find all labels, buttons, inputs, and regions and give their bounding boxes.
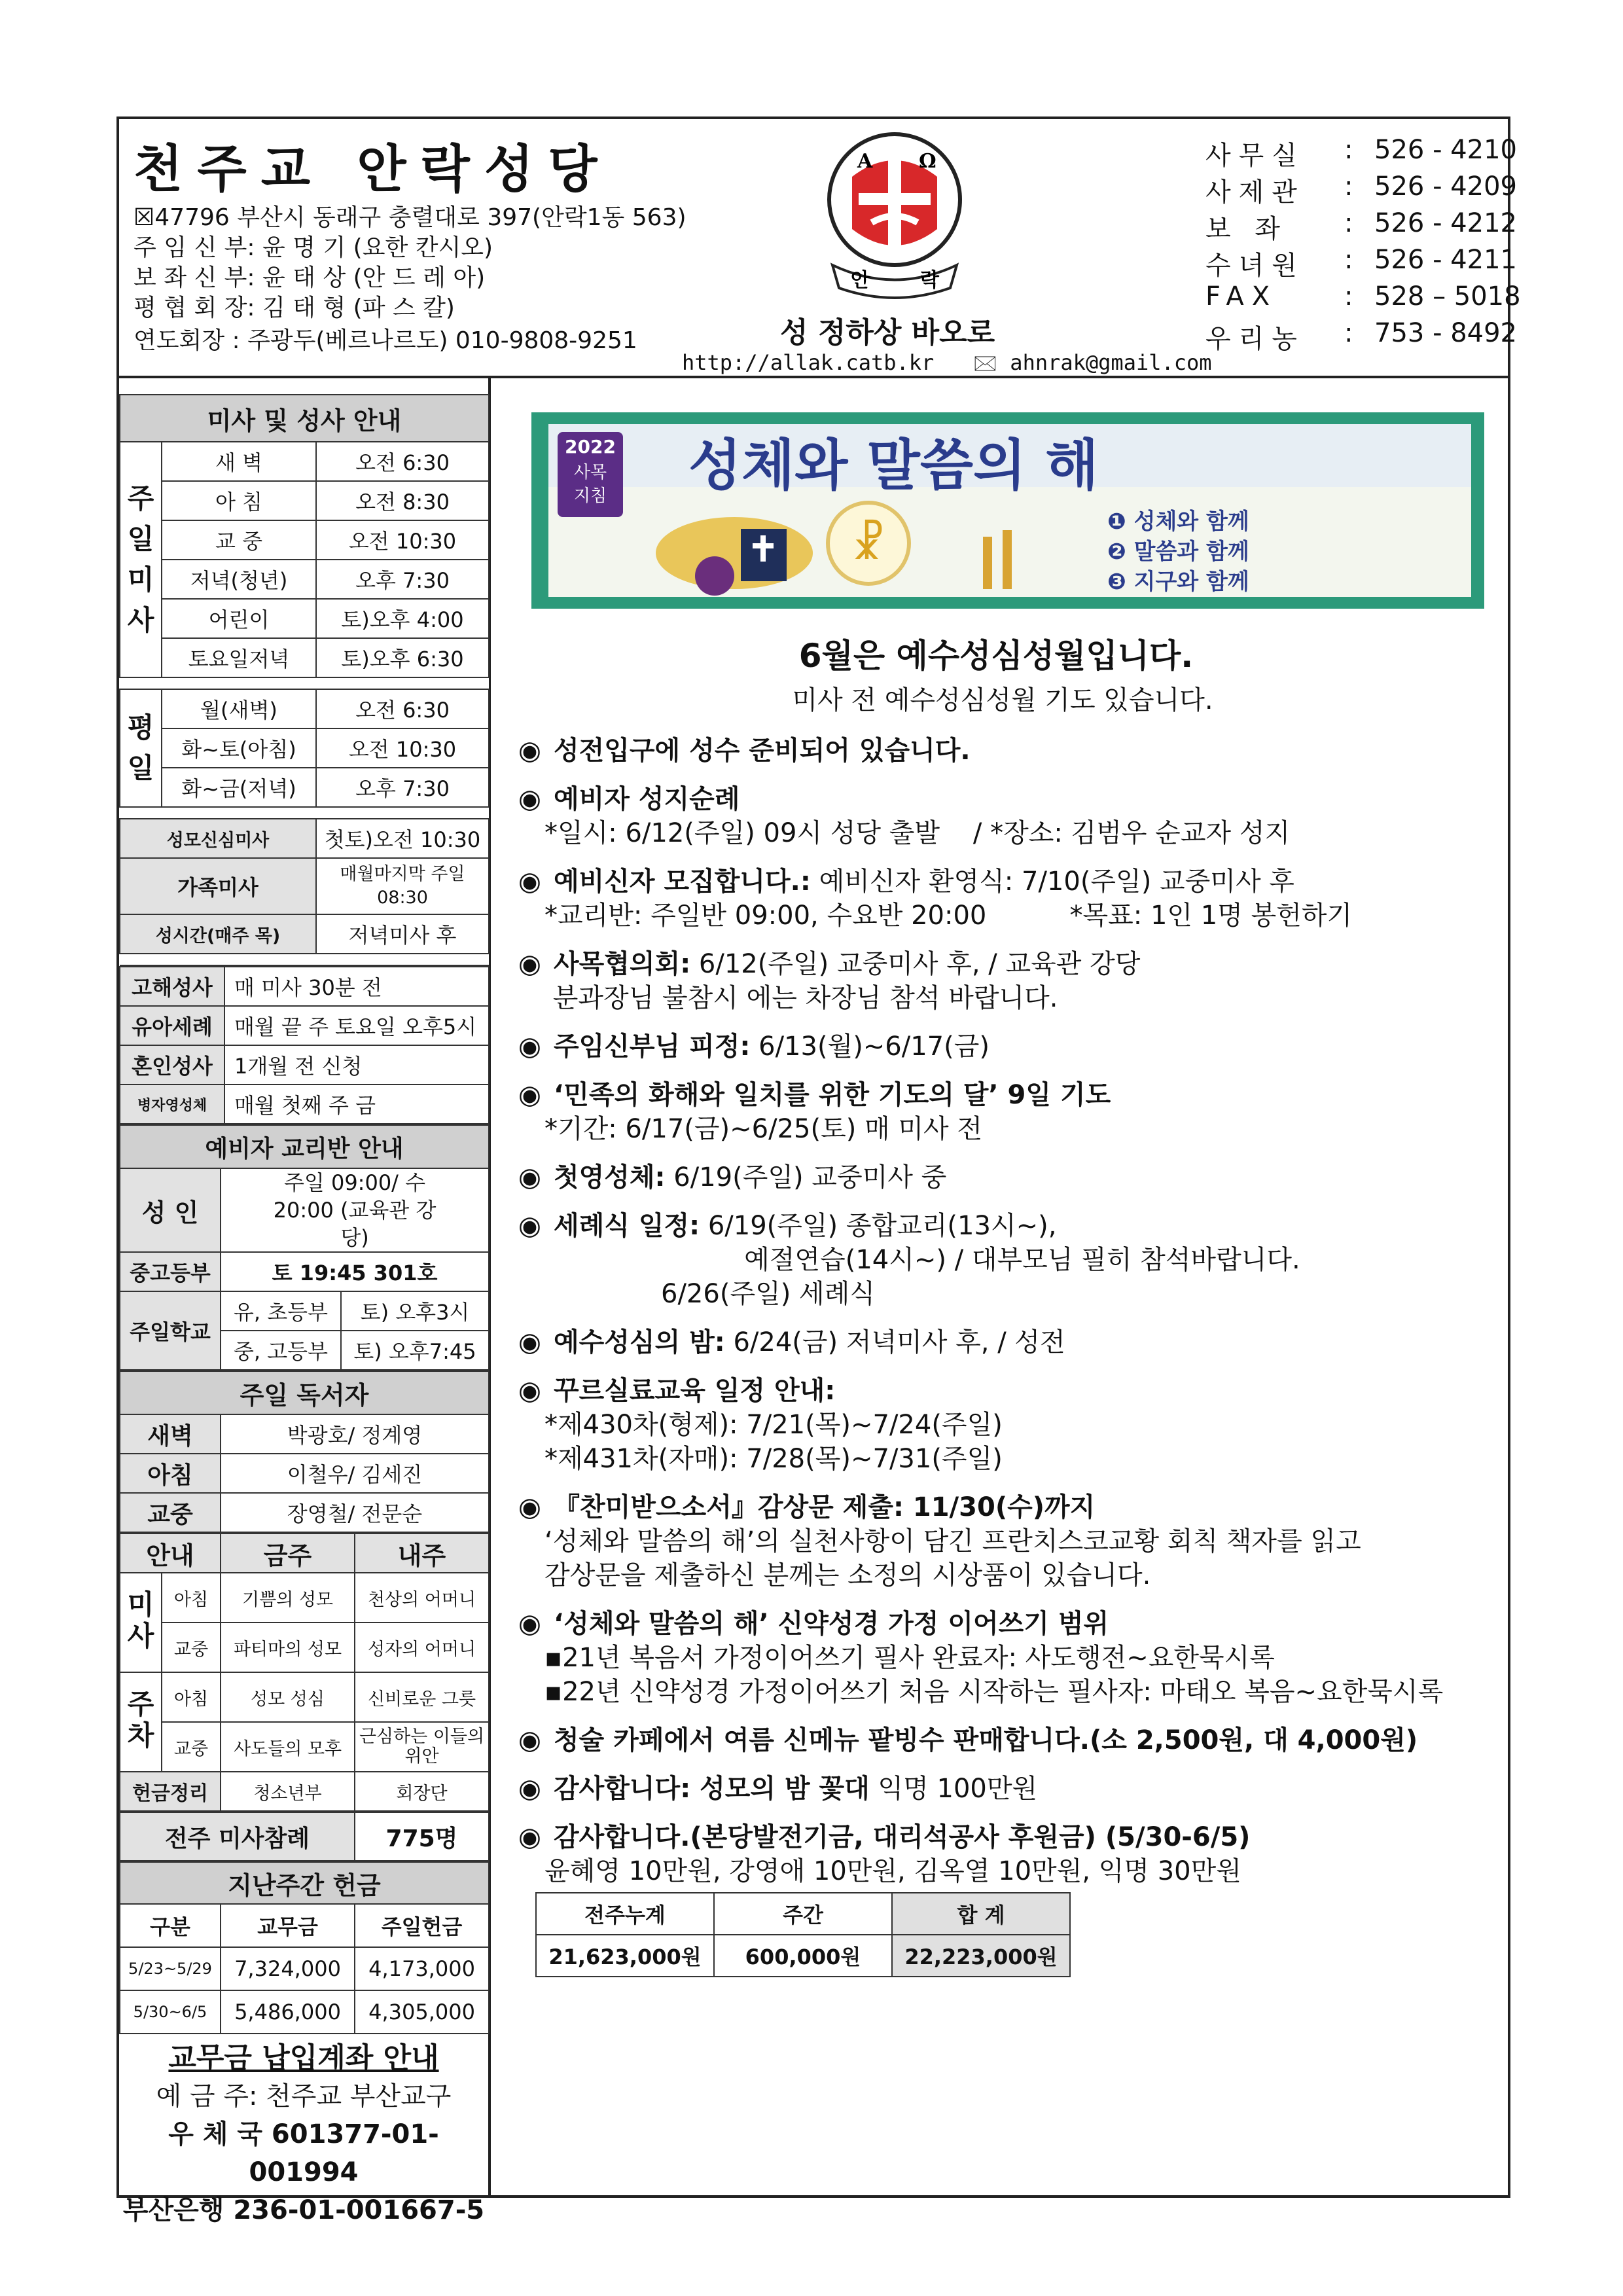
phone-label: FAX — [1205, 281, 1278, 312]
notice-item — [518, 1030, 1487, 1064]
school-time: 토) 오후7:45 — [341, 1331, 489, 1370]
banner-point: ❷ 말씀과 함께 — [1107, 539, 1249, 565]
notice-item — [518, 734, 1487, 768]
notice-detail: 6/26(주일) 세례식 — [544, 1279, 875, 1309]
youth-class-time: 토 19:45 301호 — [221, 1252, 489, 1291]
notice-headline — [518, 865, 1487, 899]
mass-time: 오전 6:30 — [316, 442, 489, 481]
target-bullet-icon: ◉ — [518, 1327, 541, 1357]
notice-headline — [518, 1209, 1487, 1243]
notice-bold: 예비신자 모집합니다.: — [554, 867, 811, 897]
notice-bold: 청술 카페에서 여름 신메뉴 팥빙수 판매합니다.(소 2,500원, 대 4,000원) — [554, 1725, 1418, 1755]
web-contact — [682, 348, 1212, 384]
pastor: 주 임 신 부: 윤 명 기 (요한 칸시오) — [134, 234, 493, 261]
target-bullet-icon: ◉ — [518, 1080, 541, 1110]
phone-row: 우리농 : 753 - 8492 — [1205, 318, 1518, 354]
notice-detail: ▪22년 신약성경 가정이어쓰기 처음 시작하는 필사자: 마태오 복음~요한묵시록 — [544, 1677, 1444, 1707]
sacraments-table — [119, 966, 490, 1124]
notice-rest: 익명 100만원 — [869, 1774, 1038, 1804]
notice-headline — [518, 947, 1487, 981]
notice-bold: 감사합니다.(본당발전기금, 대리석공사 후원금) (5/30-6/5) — [554, 1822, 1251, 1852]
notice-detail: *기간: 6/17(금)~6/25(토) 매 미사 전 — [544, 1114, 983, 1144]
notice-item — [518, 1209, 1487, 1311]
target-bullet-icon: ◉ — [518, 1211, 541, 1241]
phone-row: 보 좌 : 526 - 4212 — [1205, 208, 1518, 244]
mass-name: 토요일저녁 — [162, 638, 316, 677]
donation-head: 주간 — [714, 1893, 892, 1935]
chi-rho-icon: ☧ — [851, 519, 885, 569]
special-mass-name: 성시간(매주 목) — [120, 914, 316, 954]
target-bullet-icon: ◉ — [518, 1774, 541, 1804]
mass-schedule-table — [119, 394, 490, 966]
special-mass-time: 첫토)오전 10:30 — [316, 819, 489, 858]
offering-sunday: 4,173,000 — [355, 1947, 489, 1990]
left-column — [119, 394, 488, 2229]
offering-head: 교무금 — [221, 1904, 355, 1947]
email-link[interactable]: ahnrak@gmail.com — [1010, 350, 1212, 375]
reader-names: 이철우/ 김세진 — [221, 1454, 489, 1493]
mass-name: 화~금(저녁) — [162, 768, 316, 807]
reader-names: 장영철/ 전문순 — [221, 1493, 489, 1532]
guide-head: 금주 — [221, 1534, 355, 1573]
notices-column — [518, 630, 1487, 1977]
banner-year: 2022 — [565, 436, 616, 457]
guide-this-week: 사도들의 모후 — [221, 1722, 355, 1772]
notice-headline — [518, 782, 1487, 816]
sunday-school-label: 주일학교 — [120, 1291, 221, 1370]
mass-time: 오후 7:30 — [316, 768, 489, 807]
guide-this-week: 기쁨의 성모 — [221, 1573, 355, 1623]
account-info — [119, 2039, 488, 2229]
notice-headline — [518, 1772, 1487, 1806]
council-president: 평 협 회 장: 김 태 형 (파 스 칼) — [134, 295, 455, 321]
notice-rest: 6/24(금) 저녁미사 후, / 성전 — [724, 1327, 1065, 1357]
guide-mass-label: 미사 — [120, 1573, 162, 1672]
mass-name: 저녁(청년) — [162, 560, 316, 599]
phone-label: 우리농 — [1205, 324, 1305, 354]
guide-next-week: 신비로운 그릇 — [355, 1672, 489, 1722]
guide-slot: 교중 — [162, 1623, 221, 1672]
offering-sunday: 4,305,000 — [355, 1990, 489, 2034]
guide-slot: 교중 — [162, 1722, 221, 1772]
offering-dues: 5,486,000 — [221, 1990, 355, 2034]
attendance-count: 775명 — [355, 1812, 489, 1861]
guide-next-week: 천상의 어머니 — [355, 1573, 489, 1623]
account-line: 부산은행 236-01-001667-5 — [122, 2195, 485, 2225]
target-bullet-icon: ◉ — [518, 949, 541, 979]
notice-bold: 주임신부님 피정: — [554, 1031, 751, 1062]
header — [119, 119, 1521, 378]
phone-list — [1205, 135, 1521, 355]
notice-bold: 성전입구에 성수 준비되어 있습니다. — [554, 736, 971, 766]
donation-summary-table — [535, 1892, 1071, 1977]
mass-name: 월(새벽) — [162, 689, 316, 728]
offering-head: 구분 — [120, 1904, 221, 1947]
special-mass-time: 저녁미사 후 — [316, 914, 489, 954]
phone-number: 526 - 4209 — [1374, 171, 1518, 202]
notice-rest: 6/12(주일) 교중미사 후, / 교육관 강당 — [690, 949, 1141, 979]
phone-row: FAX : 528 – 5018 — [1205, 281, 1521, 318]
patron-saint: 성 정하상 바오로 — [780, 316, 995, 350]
church-logo-icon — [819, 131, 970, 301]
offering-period: 5/23~5/29 — [120, 1947, 221, 1990]
guide-head: 안내 — [120, 1534, 221, 1573]
sacrament-time: 매월 끝 주 토요일 오후5시 — [224, 1006, 489, 1045]
notice-bold: 예수성심의 밤: — [554, 1327, 725, 1357]
website-link[interactable]: http://allak.catb.kr — [682, 350, 935, 375]
offering-cleanup-this-week: 청소년부 — [221, 1772, 355, 1811]
adult-class-label: 성 인 — [120, 1168, 221, 1252]
notice-headline — [518, 1160, 1487, 1194]
special-mass-name: 성모신심미사 — [120, 819, 316, 858]
target-bullet-icon: ◉ — [518, 1492, 541, 1522]
reader-mass: 새벽 — [120, 1414, 221, 1454]
attendance-label: 전주 미사참례 — [120, 1812, 355, 1861]
phone-number: 526 - 4210 — [1374, 135, 1518, 165]
offering-table — [119, 1861, 490, 2034]
target-bullet-icon: ◉ — [518, 1376, 541, 1406]
phone-label: 사제관 — [1205, 177, 1305, 207]
notice-item — [518, 947, 1487, 1015]
phone-number: 753 - 8492 — [1374, 318, 1518, 348]
mail-icon: 🖂 — [972, 350, 998, 375]
notice-item — [518, 1490, 1487, 1592]
notice-rest: 6/13(월)~6/17(금) — [750, 1031, 990, 1062]
notice-item — [518, 1607, 1487, 1709]
mass-name: 화~토(아침) — [162, 728, 316, 768]
sacrament-name: 유아세례 — [120, 1006, 224, 1045]
notice-headline — [518, 1078, 1487, 1112]
notice-item — [518, 1772, 1487, 1806]
account-title: 교무금 납입계좌 안내 — [168, 2041, 439, 2075]
notice-headline — [518, 1820, 1487, 1854]
mass-time: 오전 10:30 — [316, 728, 489, 768]
guide-table — [119, 1533, 490, 1812]
sacrament-name: 병자영성체 — [120, 1085, 224, 1124]
logo-text-an: 안 — [851, 269, 870, 292]
phone-number: 528 – 5018 — [1374, 281, 1521, 312]
guide-parking-label: 주차 — [120, 1672, 162, 1772]
phone-label: 수녀원 — [1205, 251, 1305, 281]
phone-number: 526 - 4211 — [1374, 245, 1518, 275]
guide-slot: 아침 — [162, 1573, 221, 1623]
notice-bold: ‘민족의 화해와 일치를 위한 기도의 달’ 9일 기도 — [554, 1080, 1111, 1110]
offering-title: 지난주간 헌금 — [120, 1862, 489, 1904]
notice-item — [518, 1160, 1487, 1194]
reader-names: 박광호/ 정계영 — [221, 1414, 489, 1454]
notice-bold: 세례식 일정: — [554, 1211, 700, 1241]
notice-bold: 사목협의회: — [554, 949, 691, 979]
banner-point: ❶ 성체와 함께 — [1107, 509, 1249, 535]
notice-item — [518, 1078, 1487, 1146]
notice-rest: 6/19(주일) 교중미사 중 — [665, 1162, 947, 1193]
logo-letter-alpha: A — [857, 150, 873, 173]
notice-bold: 감사합니다: 성모의 밤 꽃대 — [554, 1774, 870, 1804]
notice-item — [518, 1374, 1487, 1476]
logo-letter-omega: Ω — [919, 150, 936, 173]
phone-label: 보 좌 — [1205, 214, 1288, 244]
notice-detail: 예절연습(14시~) / 대부모님 필히 참석바랍니다. — [544, 1245, 1300, 1275]
notice-bold: 첫영성체: — [554, 1162, 666, 1193]
notice-item — [518, 1723, 1487, 1757]
notice-detail: 분과장님 불참시 에는 차장님 참석 바랍니다. — [544, 983, 1058, 1013]
adult-class-time: 주일 09:00/ 수 20:00 (교육관 강당) — [221, 1168, 489, 1252]
guide-slot: 아침 — [162, 1672, 221, 1722]
mass-name: 아 침 — [162, 481, 316, 520]
phone-label: 사무실 — [1205, 141, 1305, 171]
guide-next-week: 성자의 어머니 — [355, 1623, 489, 1672]
notice-detail: 감상문을 제출하신 분께는 소정의 시상품이 있습니다. — [544, 1560, 1151, 1590]
target-bullet-icon: ◉ — [518, 736, 541, 766]
offering-dues: 7,324,000 — [221, 1947, 355, 1990]
sacrament-time: 매 미사 30분 전 — [224, 967, 489, 1006]
school-division: 유, 초등부 — [221, 1291, 341, 1331]
notice-detail: ▪21년 복음서 가정이어쓰기 필사 완료자: 사도행전~요한묵시록 — [544, 1643, 1275, 1673]
donation-total: 22,223,000원 — [892, 1935, 1070, 1977]
notice-detail: ‘성체와 말씀의 해’의 실천사항이 담긴 프란치스코교황 회칙 책자를 읽고 — [544, 1526, 1361, 1556]
mass-time: 오전 8:30 — [316, 481, 489, 520]
mass-name: 새 벽 — [162, 442, 316, 481]
notice-headline — [518, 1723, 1487, 1757]
school-division: 중, 고등부 — [221, 1331, 341, 1370]
offering-head: 주일헌금 — [355, 1904, 489, 1947]
phone-row: 사무실 : 526 - 4210 — [1205, 135, 1518, 171]
notice-headline — [518, 1490, 1487, 1524]
address: ☒47796 부산시 동래구 충렬대로 397(안락1동 563) — [134, 204, 687, 231]
year-theme-banner — [531, 412, 1484, 609]
guide-next-week: 근심하는 이들의 위안 — [355, 1722, 489, 1772]
offering-cleanup-next-week: 회장단 — [355, 1772, 489, 1811]
mass-time: 토)오후 4:00 — [316, 599, 489, 638]
banner-point: ❸ 지구와 함께 — [1107, 569, 1249, 595]
mass-schedule-title: 미사 및 성사 안내 — [120, 395, 489, 442]
target-bullet-icon: ◉ — [518, 1725, 541, 1755]
banner-tag-line: 지침 — [573, 486, 607, 506]
guide-this-week: 파티마의 성모 — [221, 1623, 355, 1672]
donation-head: 전주누계 — [536, 1893, 714, 1935]
sacrament-time: 매월 첫째 주 금 — [224, 1085, 489, 1124]
phone-number: 526 - 4212 — [1374, 208, 1518, 238]
notice-item — [518, 1820, 1487, 1888]
notices-title: 6월은 예수성심성월입니다. — [798, 637, 1194, 675]
account-line: 예 금 주: 천주교 부산교구 — [156, 2081, 452, 2111]
notice-detail: *제430차(형제): 7/21(목)~7/24(주일) — [544, 1410, 1003, 1440]
youth-class-label: 중고등부 — [120, 1252, 221, 1291]
donation-cumulative: 21,623,000원 — [536, 1935, 714, 1977]
attendance-table — [119, 1812, 490, 1861]
mass-name: 교 중 — [162, 520, 316, 560]
account-line: 우 체 국 601377-01-001994 — [168, 2119, 439, 2187]
notice-item — [518, 865, 1487, 933]
notice-headline — [518, 1607, 1487, 1641]
church-name: 천주교 안락성당 — [134, 139, 612, 199]
special-mass-name: 가족미사 — [120, 858, 316, 914]
phone-row: 수녀원 : 526 - 4211 — [1205, 245, 1518, 281]
catechism-table — [119, 1124, 490, 1371]
offering-cleanup-label: 헌금정리 — [120, 1772, 221, 1811]
mass-name: 어린이 — [162, 599, 316, 638]
notice-detail: *일시: 6/12(주일) 09시 성당 출발 / *장소: 김범우 순교자 성지 — [544, 818, 1291, 848]
sunday-mass-label: 주일미사 — [120, 442, 162, 677]
mass-time: 오전 10:30 — [316, 520, 489, 560]
banner-tag-line: 사목 — [573, 463, 607, 482]
target-bullet-icon: ◉ — [518, 1031, 541, 1062]
assistant-priest: 보 좌 신 부: 윤 태 상 (안 드 레 아) — [134, 264, 486, 291]
guide-this-week: 성모 성심 — [221, 1672, 355, 1722]
target-bullet-icon: ◉ — [518, 1609, 541, 1639]
reader-mass: 교중 — [120, 1493, 221, 1532]
notice-bold: 『찬미받으소서』감상문 제출: 11/30(수)까지 — [554, 1492, 1096, 1522]
notice-headline — [518, 1325, 1487, 1359]
notice-detail: 윤혜영 10만원, 강영애 10만원, 김옥열 10만원, 익명 30만원 — [544, 1856, 1241, 1886]
notice-item — [518, 1325, 1487, 1359]
banner-title: 성체와 말씀의 해 — [688, 433, 1099, 497]
federation-president: 연도회장 : 주광두(베르나르도) 010-9808-9251 — [134, 327, 637, 354]
sacrament-time: 1개월 전 신청 — [224, 1045, 489, 1085]
notice-bold: ‘성체와 말씀의 해’ 신약성경 가정 이어쓰기 범위 — [554, 1609, 1109, 1639]
school-time: 토) 오후3시 — [341, 1291, 489, 1331]
notice-bold: 꾸르실료교육 일정 안내: — [554, 1376, 836, 1406]
mass-time: 토)오후 6:30 — [316, 638, 489, 677]
phone-row: 사제관 : 526 - 4209 — [1205, 171, 1518, 207]
target-bullet-icon: ◉ — [518, 1822, 541, 1852]
notice-rest: 6/19(주일) 종합교리(13시~), — [700, 1211, 1057, 1241]
target-bullet-icon: ◉ — [518, 784, 541, 814]
sacrament-name: 고해성사 — [120, 967, 224, 1006]
mass-time: 오전 6:30 — [316, 689, 489, 728]
notice-bold: 예비자 성지순례 — [554, 784, 740, 814]
notices-subtitle: 미사 전 예수성심성월 기도 있습니다. — [792, 685, 1213, 715]
mass-time: 오후 7:30 — [316, 560, 489, 599]
special-mass-time: 매월마지막 주일 08:30 — [316, 858, 489, 914]
notice-detail: *제431차(자매): 7/28(목)~7/31(주일) — [544, 1444, 1003, 1474]
offering-period: 5/30~6/5 — [120, 1990, 221, 2034]
reader-mass: 아침 — [120, 1454, 221, 1493]
target-bullet-icon: ◉ — [518, 867, 541, 897]
catechism-title: 예비자 교리반 안내 — [120, 1125, 489, 1168]
notice-item — [518, 782, 1487, 850]
notice-rest: 예비신자 환영식: 7/10(주일) 교중미사 후 — [810, 867, 1294, 897]
guide-head: 내주 — [355, 1534, 489, 1573]
target-bullet-icon: ◉ — [518, 1162, 541, 1193]
notice-list — [518, 734, 1487, 1888]
notice-headline — [518, 734, 1487, 768]
readers-title: 주일 독서자 — [120, 1371, 489, 1414]
bulletin-page — [116, 117, 1521, 2225]
notice-headline — [518, 1030, 1487, 1064]
notice-detail: *교리반: 주일반 09:00, 수요반 20:00 *목표: 1인 1명 봉헌하기 — [544, 901, 1353, 931]
donation-head: 합 계 — [892, 1893, 1070, 1935]
weekday-mass-label: 평일 — [120, 689, 162, 807]
readers-table — [119, 1371, 490, 1533]
donation-weekly: 600,000원 — [714, 1935, 892, 1977]
sacrament-name: 혼인성사 — [120, 1045, 224, 1085]
logo-text-rak: 락 — [920, 269, 939, 292]
notice-headline — [518, 1374, 1487, 1408]
